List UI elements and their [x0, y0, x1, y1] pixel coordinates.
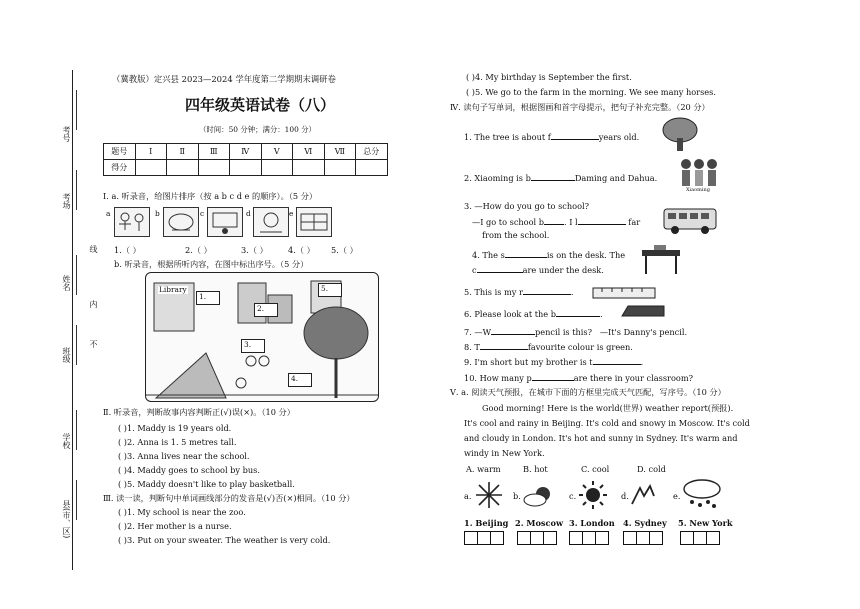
pic-letter-b: b: [155, 209, 160, 218]
three-kids-picture: [678, 156, 720, 194]
picture-a: [114, 207, 150, 237]
s2-item-4[interactable]: ( )4. Maddy goes to school by bus.: [118, 465, 260, 475]
s1-item-4[interactable]: 4.（ ）: [288, 245, 315, 255]
picture-b: [163, 207, 199, 237]
rain-cloud-icon: [680, 478, 724, 510]
picture-d: [253, 207, 289, 237]
exam-subtitle: （冀教版）定兴县 2023—2024 学年度第二学期期末调研卷: [112, 74, 336, 84]
weather-letter-a: a.: [464, 491, 472, 501]
picture-e: [296, 207, 332, 237]
score-table: [103, 143, 388, 176]
snowflake-icon: [474, 480, 504, 510]
map-box-2[interactable]: 2.: [254, 303, 278, 317]
option-b: B. hot: [523, 464, 548, 474]
binding-line: [72, 70, 73, 570]
score-cell[interactable]: [293, 160, 325, 176]
map-box-4[interactable]: 4.: [288, 373, 312, 387]
old-tree-picture: [660, 116, 700, 152]
s4-q2: 2. Xiaoming is b Daming and Dahua.: [464, 173, 658, 183]
s4-q10: 10. How many p are there in your classroom?: [464, 373, 693, 383]
pic-letter-d: d: [246, 209, 251, 218]
score-cell[interactable]: [135, 160, 167, 176]
city-beijing: 1. Beijing: [464, 518, 509, 528]
label-name: 姓名: [62, 275, 71, 291]
binding-mark-line: 线: [89, 245, 98, 253]
s2-item-3[interactable]: ( )3. Anna lives near the school.: [118, 451, 250, 461]
s4-q3c: from the school.: [482, 230, 550, 240]
wind-icon: [630, 484, 660, 506]
s2-item-5[interactable]: ( )5. Maddy doesn't like to play basketball.: [118, 479, 295, 489]
ruler-picture: [592, 284, 656, 296]
city-moscow: 2. Moscow: [515, 518, 564, 528]
score-cell[interactable]: [167, 160, 199, 176]
score-header-cell: Ⅴ: [261, 144, 293, 160]
score-header-cell: Ⅶ: [324, 144, 356, 160]
answer-boxes-beijing[interactable]: [464, 530, 503, 549]
cloudy-sun-icon: [521, 484, 557, 508]
weather-letter-e: e.: [673, 491, 681, 501]
city-new-york: 5. New York: [678, 518, 733, 528]
answer-blank[interactable]: [556, 308, 600, 317]
answer-blank[interactable]: [531, 172, 575, 181]
s3-item-2[interactable]: ( )2. Her mother is a nurse.: [118, 521, 232, 531]
s3-item-1[interactable]: ( )1. My school is near the zoo.: [118, 507, 246, 517]
label-county: 县(市、区): [62, 500, 71, 539]
s4-q4b: c are under the desk.: [472, 265, 604, 275]
option-c: C. cool: [581, 464, 610, 474]
score-header-cell: Ⅰ: [135, 144, 167, 160]
s4-q1: 1. The tree is about f years old.: [464, 132, 640, 142]
blackboard-picture: [620, 303, 666, 317]
answer-boxes-new-york[interactable]: [680, 530, 719, 549]
section2-instruction: Ⅱ. 听录音，判断故事内容判断正(√)误(×)。（10 分）: [103, 407, 295, 417]
option-d: D. cold: [637, 464, 666, 474]
exam-time-info: （时间：50 分钟；满分：100 分）: [199, 125, 316, 134]
score-header-cell: Ⅱ: [167, 144, 199, 160]
s1-item-5[interactable]: 5.（ ）: [331, 245, 358, 255]
desk-picture: [640, 244, 682, 276]
s3-item-4[interactable]: ( )4. My birthday is September the first.: [466, 72, 632, 82]
library-sign: Library: [159, 285, 187, 294]
label-exam-number: 考号: [62, 126, 71, 142]
answer-blank[interactable]: [477, 264, 523, 273]
answer-blank[interactable]: [593, 356, 641, 365]
answer-blank[interactable]: [544, 216, 564, 225]
score-header-cell: Ⅳ: [230, 144, 262, 160]
picture-c: [207, 207, 243, 237]
answer-boxes-sydney[interactable]: [623, 530, 662, 549]
city-london: 3. London: [569, 518, 615, 528]
pic-letter-a: a: [106, 209, 111, 218]
s3-item-3[interactable]: ( )3. Put on your sweater. The weather is very cold.: [118, 535, 331, 545]
section4-instruction: Ⅳ. 读句子写单词，根据图画和首字母提示，把句子补充完整。（20 分）: [450, 102, 710, 112]
map-box-5[interactable]: 5.: [318, 283, 342, 297]
map-box-1[interactable]: 1.: [196, 291, 220, 305]
option-a: A. warm: [466, 464, 501, 474]
pic-letter-c: c: [200, 209, 205, 218]
answer-blank[interactable]: [532, 372, 574, 381]
s3-item-5[interactable]: ( )5. We go to the farm in the morning. We see many horses.: [466, 87, 716, 97]
section1-b-instruction: b. 听录音，根据所听内容，在图中标出序号。（5 分）: [114, 259, 309, 269]
answer-blank[interactable]: [578, 216, 626, 225]
score-cell[interactable]: [261, 160, 293, 176]
label-exam-room: 考场: [62, 193, 71, 209]
score-header-cell: 题号: [104, 144, 136, 160]
s1-item-1[interactable]: 1.（ ）: [114, 245, 141, 255]
score-cell[interactable]: [230, 160, 262, 176]
s4-q7: 7. —W pencil is this? —It's Danny's pencil.: [464, 327, 688, 337]
city-sydney: 4. Sydney: [623, 518, 667, 528]
s1-item-3[interactable]: 3.（ ）: [241, 245, 268, 255]
answer-blank[interactable]: [551, 131, 599, 140]
score-header-cell: Ⅵ: [293, 144, 325, 160]
s2-item-2[interactable]: ( )2. Anna is 1. 5 metres tall.: [118, 437, 237, 447]
answer-blank[interactable]: [491, 326, 535, 335]
label-class: 班级: [62, 347, 71, 363]
binding-mark-not: 不: [89, 340, 98, 348]
score-row-label: 得分: [104, 160, 136, 176]
answer-blank[interactable]: [505, 249, 547, 258]
section5-instruction: Ⅴ. a. 阅读天气预报，在城市下面的方框里完成天气匹配，写序号。（10 分）: [450, 387, 726, 397]
answer-blank[interactable]: [523, 286, 571, 295]
label-school: 学校: [62, 433, 71, 449]
pic-letter-e: e: [289, 209, 294, 218]
score-header-cell: 总分: [356, 144, 388, 160]
score-cell[interactable]: [356, 160, 388, 176]
exam-title: 四年级英语试卷（八）: [185, 96, 336, 114]
weather-letter-d: d.: [621, 491, 629, 501]
s5-passage-line2: It's cool and rainy in Beijing. It's cold and snowy in Moscow. It's cold: [464, 418, 750, 428]
answer-boxes-london[interactable]: [569, 530, 608, 549]
score-cell[interactable]: [198, 160, 230, 176]
s5-passage-line4: windy in New York.: [464, 448, 545, 458]
s5-passage-line1: Good morning! Here is the world(世界) weather report(预报).: [482, 403, 734, 413]
sun-icon: [578, 480, 608, 510]
town-map-picture: [145, 272, 379, 402]
xiaoming-label: Xiaoming: [686, 187, 710, 193]
s4-q4a: 4. The s is on the desk. The: [472, 250, 626, 260]
s4-q6: 6. Please look at the b .: [464, 309, 603, 319]
binding-mark-inside: 内: [89, 300, 98, 308]
score-cell[interactable]: [324, 160, 356, 176]
s4-q3b: —I go to school b . I l far: [472, 217, 641, 227]
s4-q8: 8. T favourite colour is green.: [464, 342, 633, 352]
section1-a-instruction: Ⅰ. a. 听录音，给图片排序（按 a b c d e 的顺序）。（5 分）: [103, 191, 318, 201]
s4-q5: 5. This is my r .: [464, 287, 574, 297]
s4-q3a: 3. —How do you go to school?: [464, 201, 590, 211]
weather-letter-c: c.: [569, 491, 577, 501]
school-bus-picture: [662, 205, 718, 235]
map-box-3[interactable]: 3.: [241, 339, 265, 353]
answer-boxes-moscow[interactable]: [517, 530, 556, 549]
weather-letter-b: b.: [513, 491, 521, 501]
s4-q9: 9. I'm short but my brother is t .: [464, 357, 644, 367]
section3-instruction: Ⅲ. 读一读，判断句中单词画线部分的发音是(√)否(×)相同。（10 分）: [103, 493, 355, 503]
score-header-cell: Ⅲ: [198, 144, 230, 160]
s2-item-1[interactable]: ( )1. Maddy is 19 years old.: [118, 423, 232, 433]
s1-item-2[interactable]: 2.（ ）: [185, 245, 212, 255]
answer-blank[interactable]: [480, 341, 528, 350]
s5-passage-line3: and cloudy in London. It's hot and sunny in Sydney. It's warm and: [464, 433, 738, 443]
